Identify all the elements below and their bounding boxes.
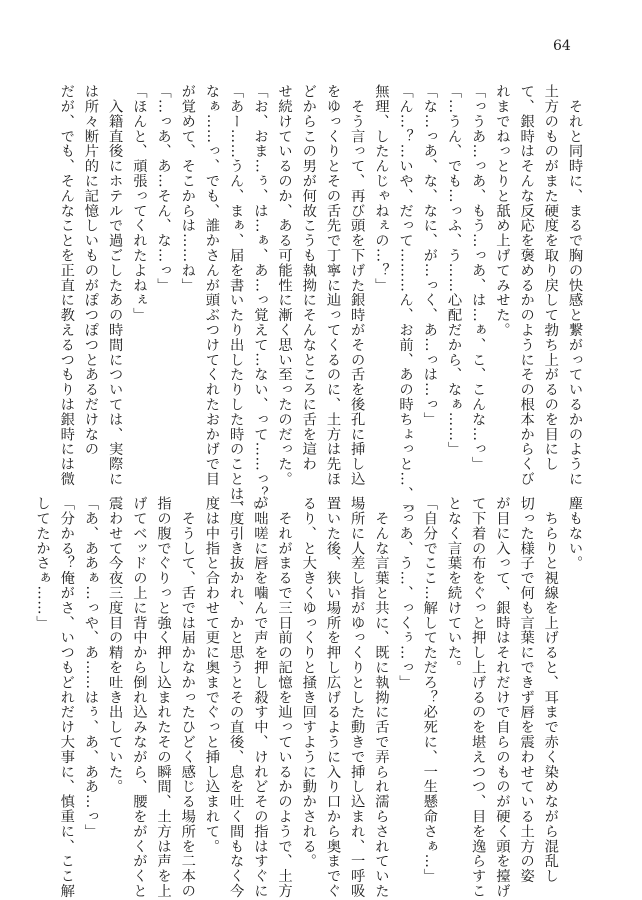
- text-line: 「自分でここ…解してただろ？必死に、一生懸命さぁ…」: [421, 496, 438, 884]
- text-line: 「…っあ、あ…そん、な…っ」: [155, 84, 172, 293]
- text-line: それと同時に、まるで胸の快感と繋がっているかのように: [567, 84, 583, 487]
- text-line: ちらりと視線を上げると、耳まで赤く染めながら混乱し: [542, 496, 559, 884]
- text-line: は所々断片的に記憶しいものがぽつぽつとあるだけなの: [82, 84, 99, 457]
- text-line: どからこの男が何故こうも執拗にそんなところに舌を這わ: [300, 84, 317, 472]
- text-line: をゆっくりとその舌先で丁寧に辿ってくるのに、土方は先ほ: [324, 84, 341, 487]
- text-line: 「分かる？俺がさ、いつもどれだけ大事に、慎重に、ここ解: [58, 496, 75, 899]
- text-line: そんな言葉と共に、既に執拗に舌で弄られ濡らされていた: [373, 496, 390, 899]
- text-line: 一度引き抜かれ、かと思うとその直後、息を吐く間もなく今: [228, 496, 245, 899]
- text-line: て、銀時はそんな反応を褒めるかのようにその根本からくび: [518, 84, 535, 487]
- text-line: せ続けているのか、ある可能性に漸く思い至ったのだった。: [276, 84, 293, 487]
- text-line: 置いた後、狭い場所を押し広げるように入り口から奥までぐ: [324, 496, 341, 899]
- text-line: 塵もない。: [567, 496, 583, 571]
- page-number: 64: [553, 38, 571, 54]
- text-line: れまでねっとりと舐め上げてみせた。: [494, 84, 511, 338]
- text-line: 場所に人差し指がゆっくりとした動きで挿し込まれ、一呼吸: [349, 496, 366, 899]
- text-line: 「あ、ああぁ…っや、あ……はぅ、あ、ああ…っ」: [82, 496, 99, 839]
- text-line: が覚めて、そこからは……ね」: [179, 84, 196, 293]
- text-line: 「な…っあ、な、なに、が…っく、あ…っは…っ」: [421, 84, 438, 427]
- text-line: 「っうあ…っあ、もう…っあ、は…ぁ、こ、こんな…っ」: [470, 84, 487, 472]
- text-line: してたかさぁ……」: [34, 496, 51, 631]
- text-line: 「っあ、う…、っくぅ…っ」: [397, 496, 414, 690]
- text-line: 指の腹でぐりっと強く押し込まれたその瞬間、土方は声を上: [155, 496, 172, 899]
- text-line: 切った様子で何も言葉にできず唇を震わせている土方の姿: [518, 496, 535, 884]
- text-line: 無理、したんじゃねぇの…？」: [373, 84, 390, 293]
- text-line: 「お、おま…ぅ、は…ぁ、あ…っ覚えて…ない、って……っ？」: [252, 84, 269, 517]
- text-line: るり、と大きくゆっくりと掻き回すように動かされる。: [300, 496, 317, 869]
- text-line: が咄嗟に唇を噛んで声を押し殺す中、けれどその指はすぐに: [252, 496, 269, 899]
- text-line: となく言葉を続けていた。: [445, 496, 462, 675]
- text-line: 度は中指と合わせて更に奥までぐっと挿し込まれて。: [203, 496, 220, 854]
- text-line: 「ほんと、頑張ってくれたよねぇ」: [131, 84, 148, 323]
- text-line: だが、でも、そんなことを正直に教えるつもりは銀時には微: [58, 84, 75, 487]
- text-line: げてベッドの上に背中から倒れ込みながら、腰をがくがくと: [131, 496, 148, 899]
- text-line: それがまるで三日前の記憶を辿っているかのようで、土方: [276, 496, 293, 899]
- text-line: て下着の布をぐっと押し上げるのを堪えつつ、目を逸らすこ: [470, 496, 487, 899]
- text-line: そう言って、再び頭を下げた銀時がその舌を後孔に挿し込: [349, 84, 366, 487]
- text-line: 入籍直後にホテルで過ごしたあの時間については、実際に: [107, 84, 124, 487]
- text-line: 土方のものがまた硬度を取り戻して勃ち上がるのを目にし: [542, 84, 559, 472]
- text-block-top: [47, 84, 587, 517]
- text-line: が目に入って、銀時はそれだけで自らのものが硬く頭を擡げ: [494, 496, 511, 899]
- text-line: なぁ……っ、でも、誰かさんが頭ぶつけてくれたおかげで目: [203, 84, 220, 487]
- text-line: 「…うん、でも…っふ、う……心配だから、なぁ……」: [445, 84, 462, 457]
- text-line: 「あー……うん、まぁ、届を書いたり出したりした時のことは、: [228, 84, 245, 517]
- text-block-bottom: [34, 496, 587, 899]
- text-line: 「ん…？…いや、だって………ん、お前、あの時ちょっと…、っ: [397, 84, 414, 517]
- text-line: 震わせて今夜三度目の精を吐き出していた。: [107, 496, 124, 794]
- text-line: そうして、舌では届かなかったひどく感じる場所を二本の: [179, 496, 196, 899]
